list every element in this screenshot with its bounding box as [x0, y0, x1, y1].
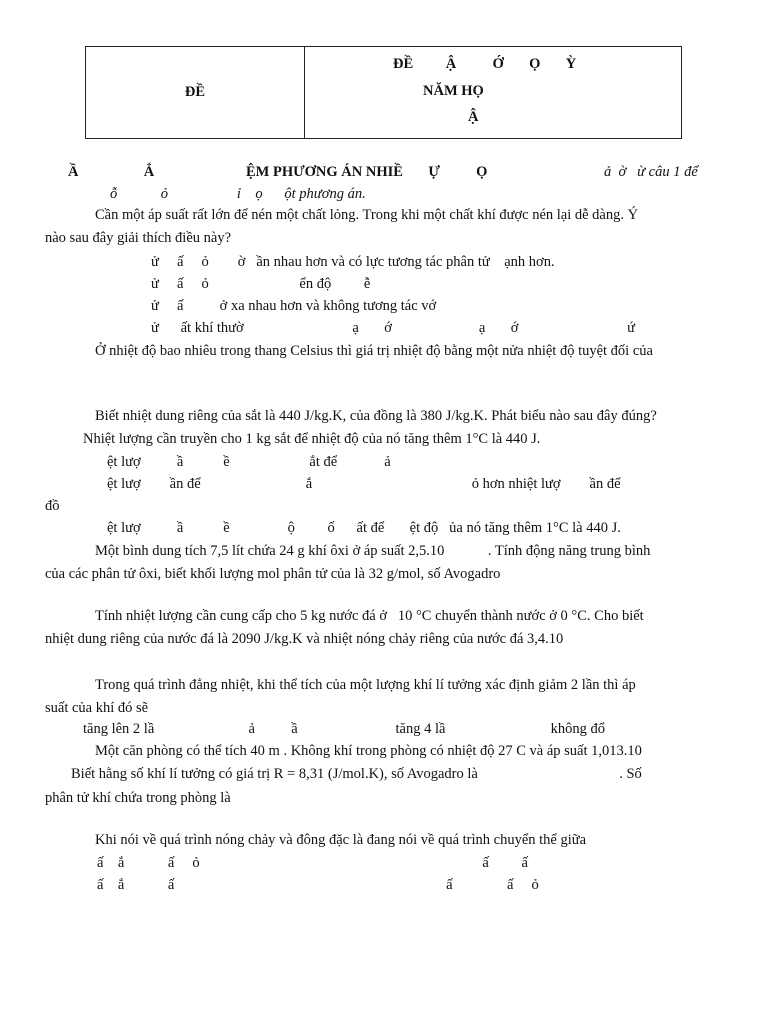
text-line: ử ấ ỏ ờ ần nhau hơn và có lực tương tác phân tử ạnh hơn. [151, 254, 555, 270]
text-line: Một căn phòng có thể tích 40 m . Không khí trong phòng có nhiệt độ 27 C và áp suất 1,013.10 [95, 743, 642, 759]
text-line: Nhiệt lượng cần truyền cho 1 kg sắt để nhiệt độ của nó tăng thêm 1°C là 440 J. [83, 431, 541, 447]
header-right-cell [305, 47, 681, 138]
text-line: Khi nói về quá trình nóng chảy và đông đặc là đang nói về quá trình chuyển thể giữa [95, 832, 587, 848]
text-line: ấ ắ ấ ỏ ấ ấ [97, 855, 528, 871]
header-left-cell [86, 47, 305, 138]
text-line: Biết nhiệt dung riêng của sắt là 440 J/kg.K, của đồng là 380 J/kg.K. Phát biểu nào sau đây đúng? [95, 408, 657, 424]
text-line: của các phân tử ôxi, biết khối lượng mol phân tử của là 32 g/mol, số Avogadro [45, 566, 501, 582]
text-line: Trong quá trình đẳng nhiệt, khi thể tích của một lượng khí lí tưởng xác định giảm 2 lần thì áp [95, 677, 636, 693]
header-right-line2: NĂM HỌ [423, 83, 484, 99]
header-table [85, 46, 682, 139]
text-line: Tính nhiệt lượng cần cung cấp cho 5 kg nước đá ở 10 °C chuyển thành nước ở 0 °C. Cho biết [95, 608, 644, 624]
text-line: ử ấ ở xa nhau hơn và không tương tác vớ [151, 298, 437, 314]
text-line: phân tử khí chứa trong phòng là [45, 790, 231, 806]
text-line: ử ấ ỏ ển độ ễ [151, 276, 371, 292]
header-right-line3: Ậ [468, 109, 479, 125]
text-line: ử ất khí thườ ạ ớ ạ ớ ứ [151, 320, 635, 336]
text-line: suất của khí đó sẽ [45, 700, 149, 716]
text-line: nào sau đây giải thích điều này? [45, 230, 232, 246]
header-right-line1: ĐỀ Ậ Ớ Ọ Ỳ [393, 56, 577, 72]
text-line: ệt lượ ần để ắ ỏ hơn nhiệt lượ ần để [107, 476, 621, 492]
text-line: Một bình dung tích 7,5 lít chứa 24 g khí ôxi ở áp suất 2,5.10 . Tính động năng trung bình [95, 543, 651, 559]
text-line: Ở nhiệt độ bao nhiêu trong thang Celsius thì giá trị nhiệt độ bằng một nửa nhiệt độ tuyệt đối của [95, 343, 653, 359]
text-line: ấ ắ ấ ấ ấ ỏ [97, 877, 539, 893]
section-instruction: ả ờ ừ câu 1 để [604, 164, 698, 180]
text-line: nhiệt dung riêng của nước đá là 2090 J/kg.K và nhiệt nóng chảy riêng của nước đá 3,4.10 [45, 631, 564, 647]
text-line: tăng lên 2 lầ ả ầ tăng 4 lầ không đổ [83, 721, 605, 737]
section-instruction-2: ỗ ỏ ỉ ọ ột phương án. [110, 186, 366, 202]
header-left-text: ĐỀ [184, 84, 206, 100]
text-line: Biết hằng số khí lí tưởng có giá trị R = 8,31 (J/mol.K), số Avogadro là . Số [71, 766, 642, 782]
section-title: ỆM PHƯƠNG ÁN NHIỀ Ự Ọ [246, 164, 488, 180]
section-title-left: Ầ Ắ [68, 164, 155, 180]
text-line: Cần một áp suất rất lớn để nén một chất lỏng. Trong khi một chất khí được nén lại dễ dàng. Ý [95, 207, 639, 223]
text-line: ệt lượ ầ ề ắt để ả [107, 454, 391, 470]
text-line: đồ [45, 498, 60, 514]
text-line: ệt lượ ầ ề ộ ố ất để ệt độ ủa nó tăng thêm 1°C là 440 J. [107, 520, 621, 536]
